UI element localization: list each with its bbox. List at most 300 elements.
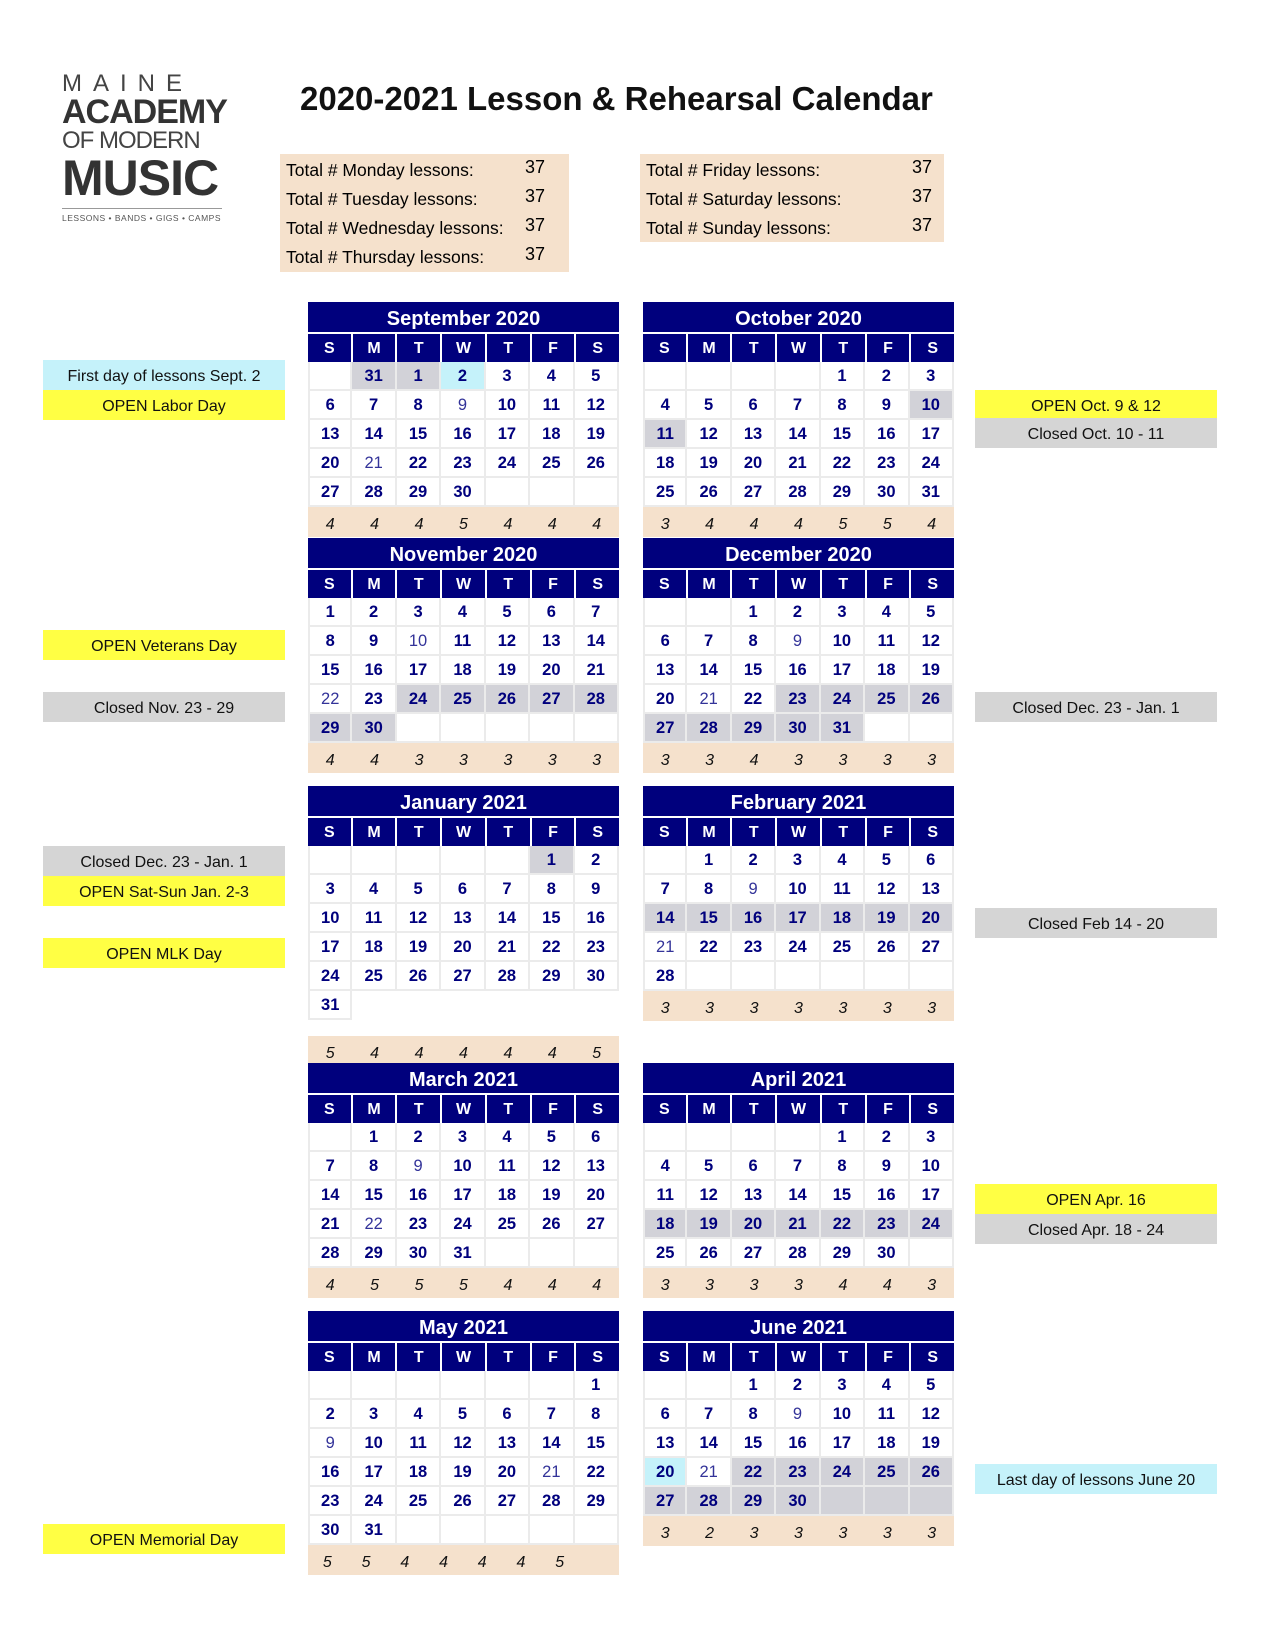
lesson-count: 3: [749, 1525, 759, 1542]
weekday-header-row: [643, 816, 954, 846]
lesson-count: 4: [439, 1554, 448, 1571]
weekday-header: M: [686, 334, 731, 362]
day-cell: 2: [776, 1371, 820, 1400]
day-cell: 23: [441, 449, 485, 478]
day-cell: 9: [732, 875, 776, 904]
day-cell: 17: [821, 656, 865, 685]
note-jan-closed: Closed Dec. 23 - Jan. 1: [43, 846, 285, 876]
day-cell: 7: [308, 1152, 352, 1181]
day-cell: 12: [397, 904, 441, 933]
day-cell: 6: [643, 1400, 687, 1429]
day-cell: 15: [397, 420, 441, 449]
day-cell: 1: [732, 598, 776, 627]
day-cell: 20: [732, 1210, 776, 1239]
day-cell: [643, 1371, 687, 1400]
day-cell: 16: [441, 420, 485, 449]
weekday-header: M: [351, 1343, 396, 1371]
lesson-count: 3: [660, 752, 670, 769]
lesson-count: 4: [414, 1045, 424, 1062]
day-cell: 24: [910, 449, 954, 478]
weekday-header-row: [643, 1341, 954, 1371]
day-cell: 9: [776, 627, 820, 656]
lesson-count: 3: [660, 516, 670, 533]
month-title: June 2021: [643, 1311, 954, 1341]
day-cell: 18: [441, 656, 485, 685]
month-march-2021: [308, 1063, 619, 1298]
lesson-count: 5: [414, 1277, 424, 1294]
day-cell: 24: [441, 1210, 485, 1239]
day-cell: 25: [397, 1487, 441, 1516]
lesson-count: 4: [325, 752, 335, 769]
weekday-header: S: [574, 570, 619, 598]
day-cell: 27: [575, 1210, 619, 1239]
day-cell: 3: [776, 846, 820, 875]
month-title: April 2021: [643, 1063, 954, 1093]
day-cell: 3: [308, 875, 352, 904]
weekday-header: F: [530, 818, 575, 846]
totals-label: Total # Friday lessons:: [646, 160, 821, 180]
day-cell: [486, 714, 530, 743]
month-title: December 2020: [643, 538, 954, 568]
day-cell: 22: [575, 1458, 619, 1487]
day-cell: 20: [530, 656, 574, 685]
lesson-count: 5: [370, 1277, 380, 1294]
lesson-count: 3: [838, 752, 848, 769]
note-labor-day: OPEN Labor Day: [43, 390, 285, 420]
totals-row: [280, 212, 569, 241]
lesson-count: 3: [838, 1000, 848, 1017]
weekday-header: T: [820, 570, 865, 598]
month-title: October 2020: [643, 302, 954, 332]
day-cell: [486, 1371, 530, 1400]
weekday-header: F: [865, 570, 910, 598]
day-cell: 18: [865, 1429, 909, 1458]
day-cell: [308, 1123, 352, 1152]
weekday-header: F: [865, 334, 910, 362]
day-cell: 12: [575, 391, 619, 420]
lesson-count: 3: [705, 1277, 715, 1294]
day-cell: 14: [530, 1429, 574, 1458]
day-cell: 3: [441, 1123, 485, 1152]
day-cell: 21: [643, 933, 687, 962]
day-cell: 7: [776, 391, 820, 420]
day-cell: [441, 1371, 485, 1400]
lesson-count: 3: [882, 1525, 892, 1542]
day-cell: 25: [441, 685, 485, 714]
weekday-header: F: [530, 570, 575, 598]
day-cell: 11: [643, 1181, 687, 1210]
weekday-header: S: [324, 824, 335, 841]
day-cell: 5: [486, 598, 530, 627]
month-title: September 2020: [308, 302, 619, 332]
day-cell: 30: [865, 1239, 909, 1268]
day-cell: 30: [776, 714, 820, 743]
day-cell: 25: [865, 685, 909, 714]
weekday-header-row: [643, 1093, 954, 1123]
day-cell: [441, 714, 485, 743]
day-cell: 2: [865, 362, 909, 391]
day-cell: 19: [910, 656, 954, 685]
day-cell: 22: [308, 685, 352, 714]
day-cell: 5: [530, 1123, 574, 1152]
lesson-count: 4: [459, 1045, 468, 1062]
day-cell: 11: [865, 627, 909, 656]
day-cell: [865, 714, 909, 743]
day-grid: [643, 1123, 954, 1268]
day-cell: 24: [308, 962, 352, 991]
note-veterans-day: OPEN Veterans Day: [43, 630, 285, 660]
day-grid: [308, 1371, 619, 1545]
lesson-count: 5: [325, 1045, 335, 1062]
day-cell: 29: [575, 1487, 619, 1516]
lesson-count: 4: [503, 1045, 513, 1062]
lesson-count: 2: [705, 1525, 715, 1542]
month-title: November 2020: [308, 538, 619, 568]
day-cell: 4: [865, 598, 909, 627]
day-cell: 21: [486, 933, 530, 962]
weekday-lesson-counts: [308, 507, 619, 537]
note-apr-open: OPEN Apr. 16: [975, 1184, 1217, 1214]
day-grid: [643, 598, 954, 743]
day-cell: 21: [308, 1210, 352, 1239]
day-cell: [397, 714, 441, 743]
day-cell: 5: [397, 875, 441, 904]
day-cell: [575, 1239, 619, 1268]
day-cell: 6: [308, 391, 352, 420]
day-cell: 23: [865, 1210, 909, 1239]
day-cell: 3: [486, 362, 530, 391]
weekday-header-row: [308, 816, 619, 846]
day-cell: [687, 598, 731, 627]
day-cell: 2: [397, 1123, 441, 1152]
day-grid: [643, 846, 954, 991]
day-cell: 21: [687, 685, 731, 714]
day-cell: 16: [776, 1429, 820, 1458]
day-cell: 13: [732, 420, 776, 449]
day-cell: 5: [910, 1371, 954, 1400]
month-title: March 2021: [308, 1063, 619, 1093]
day-cell: 2: [575, 846, 619, 875]
lesson-count: 4: [705, 516, 715, 533]
lesson-count: 4: [516, 1554, 526, 1571]
lesson-count: 3: [794, 1525, 803, 1542]
day-cell: 5: [575, 362, 619, 391]
day-cell: 8: [821, 1152, 865, 1181]
day-grid: [643, 362, 954, 507]
totals-value: 37: [525, 215, 546, 235]
lesson-count: 5: [838, 516, 848, 533]
day-cell: 26: [910, 685, 954, 714]
day-cell: [397, 846, 441, 875]
day-cell: [530, 1516, 574, 1545]
day-cell: 4: [530, 362, 574, 391]
day-cell: 29: [308, 714, 352, 743]
day-cell: 6: [530, 598, 574, 627]
day-cell: 27: [643, 714, 687, 743]
day-cell: 19: [441, 1458, 485, 1487]
lesson-count: 4: [592, 516, 602, 533]
weekday-header: F: [530, 334, 575, 362]
day-cell: 18: [643, 1210, 687, 1239]
day-cell: 14: [486, 904, 530, 933]
day-cell: 25: [352, 962, 396, 991]
lesson-count: 5: [459, 1277, 468, 1294]
day-cell: 5: [687, 1152, 731, 1181]
note-dec-closed: Closed Dec. 23 - Jan. 1: [975, 692, 1217, 722]
day-cell: 22: [821, 449, 865, 478]
weekday-lesson-counts: [643, 991, 954, 1021]
lesson-count: 4: [414, 516, 424, 533]
day-cell: [687, 362, 731, 391]
day-cell: [732, 362, 776, 391]
weekday-header: T: [485, 1343, 530, 1371]
note-memorial-day: OPEN Memorial Day: [43, 1524, 285, 1554]
day-cell: 8: [821, 391, 865, 420]
totals-value: 37: [912, 215, 933, 235]
day-cell: 10: [397, 627, 441, 656]
month-november-2020: [308, 538, 619, 773]
day-cell: 17: [910, 1181, 954, 1210]
lesson-count: 4: [547, 1045, 557, 1062]
lesson-count: 3: [927, 1000, 937, 1017]
day-cell: [308, 362, 352, 391]
weekday-header: W: [775, 570, 820, 598]
lesson-count: 5: [555, 1554, 565, 1571]
day-cell: 2: [308, 1400, 352, 1429]
day-cell: 12: [910, 627, 954, 656]
lesson-count: 4: [503, 1277, 513, 1294]
day-cell: 23: [397, 1210, 441, 1239]
lesson-count: 3: [592, 752, 602, 769]
logo-line-academy: ACADEMY: [62, 93, 227, 131]
day-cell: 7: [776, 1152, 820, 1181]
weekday-header: S: [324, 1101, 335, 1118]
lesson-count: 3: [794, 1277, 803, 1294]
totals-label: Total # Monday lessons:: [286, 160, 474, 180]
day-cell: 12: [486, 627, 530, 656]
day-cell: 4: [486, 1123, 530, 1152]
month-february-2021: [643, 786, 954, 1021]
day-cell: 9: [575, 875, 619, 904]
weekday-header: S: [659, 1101, 670, 1118]
day-cell: 26: [865, 933, 909, 962]
day-cell: 27: [643, 1487, 687, 1516]
weekday-header: M: [686, 1095, 731, 1123]
day-cell: 3: [910, 1123, 954, 1152]
day-cell: 8: [308, 627, 352, 656]
day-cell: 4: [865, 1371, 909, 1400]
day-cell: 22: [530, 933, 574, 962]
weekday-header: W: [775, 1343, 820, 1371]
day-cell: [910, 962, 954, 991]
day-cell: 18: [397, 1458, 441, 1487]
lesson-count: 3: [660, 1525, 670, 1542]
logo-line-music: MUSIC: [62, 150, 219, 206]
day-cell: 25: [643, 478, 687, 507]
day-cell: 15: [575, 1429, 619, 1458]
day-cell: [821, 1487, 865, 1516]
day-cell: 17: [352, 1458, 396, 1487]
day-cell: 7: [530, 1400, 574, 1429]
day-cell: 10: [308, 904, 352, 933]
day-cell: 18: [643, 449, 687, 478]
day-cell: [397, 1516, 441, 1545]
day-cell: 4: [441, 598, 485, 627]
day-cell: 23: [776, 1458, 820, 1487]
weekday-lesson-counts: [643, 1516, 954, 1546]
lesson-count: 4: [547, 516, 557, 533]
day-cell: 6: [575, 1123, 619, 1152]
weekday-lesson-counts: [643, 507, 954, 537]
day-cell: 11: [352, 904, 396, 933]
weekday-header: S: [574, 818, 619, 846]
day-cell: 20: [575, 1181, 619, 1210]
day-cell: 16: [397, 1181, 441, 1210]
totals-left-box: [280, 154, 569, 272]
day-cell: 24: [821, 1458, 865, 1487]
month-september-2020: [308, 302, 619, 537]
day-cell: 28: [687, 1487, 731, 1516]
day-cell: 1: [530, 846, 574, 875]
weekday-header: S: [659, 340, 670, 357]
lesson-count: 3: [794, 752, 803, 769]
day-cell: [397, 1371, 441, 1400]
day-cell: 11: [643, 420, 687, 449]
day-grid: [643, 1371, 954, 1516]
day-cell: [575, 714, 619, 743]
weekday-header: F: [865, 1095, 910, 1123]
day-cell: 10: [821, 627, 865, 656]
day-cell: 24: [776, 933, 820, 962]
day-cell: [776, 962, 820, 991]
lesson-count: 5: [459, 516, 468, 533]
weekday-header: S: [574, 334, 619, 362]
day-cell: 17: [308, 933, 352, 962]
weekday-header: S: [909, 334, 954, 362]
totals-row: [280, 183, 569, 212]
day-cell: 29: [732, 1487, 776, 1516]
day-cell: 27: [732, 478, 776, 507]
day-cell: 21: [687, 1458, 731, 1487]
day-cell: 25: [821, 933, 865, 962]
day-grid: [308, 1123, 619, 1268]
lesson-count: 3: [794, 1000, 803, 1017]
day-cell: 22: [352, 1210, 396, 1239]
note-oct-open: OPEN Oct. 9 & 12: [975, 390, 1217, 420]
weekday-header: T: [730, 1095, 775, 1123]
day-cell: 28: [308, 1239, 352, 1268]
day-cell: 20: [441, 933, 485, 962]
day-cell: 25: [530, 449, 574, 478]
day-cell: 13: [308, 420, 352, 449]
day-cell: 14: [776, 1181, 820, 1210]
day-cell: 4: [397, 1400, 441, 1429]
weekday-header: W: [775, 334, 820, 362]
weekday-header: T: [485, 570, 530, 598]
lesson-count: 4: [749, 516, 759, 533]
day-cell: 3: [910, 362, 954, 391]
day-cell: 7: [352, 391, 396, 420]
weekday-header: T: [730, 334, 775, 362]
lesson-count: 5: [322, 1554, 332, 1571]
day-cell: 30: [575, 962, 619, 991]
day-cell: 18: [352, 933, 396, 962]
day-cell: [910, 714, 954, 743]
day-cell: [530, 478, 574, 507]
month-october-2020: [643, 302, 954, 537]
weekday-header: T: [820, 1095, 865, 1123]
day-cell: [486, 1516, 530, 1545]
weekday-header-row: [643, 332, 954, 362]
day-cell: 13: [530, 627, 574, 656]
day-cell: 28: [575, 685, 619, 714]
totals-row: [280, 154, 569, 183]
day-cell: [776, 1123, 820, 1152]
day-cell: 13: [441, 904, 485, 933]
day-cell: [575, 1516, 619, 1545]
day-cell: 17: [397, 656, 441, 685]
day-cell: [910, 1239, 954, 1268]
day-cell: 9: [352, 627, 396, 656]
weekday-header: T: [395, 570, 440, 598]
lesson-count: 3: [547, 752, 557, 769]
weekday-lesson-counts: [643, 1268, 954, 1298]
weekday-header: F: [530, 1095, 575, 1123]
day-cell: 31: [352, 362, 396, 391]
day-cell: 11: [486, 1152, 530, 1181]
day-cell: 30: [865, 478, 909, 507]
weekday-header: S: [574, 1343, 619, 1371]
weekday-header: T: [395, 1343, 440, 1371]
day-cell: 21: [776, 1210, 820, 1239]
month-title: May 2021: [308, 1311, 619, 1341]
day-cell: 8: [352, 1152, 396, 1181]
weekday-header: W: [775, 1095, 820, 1123]
day-cell: 24: [821, 685, 865, 714]
weekday-header: T: [485, 334, 530, 362]
day-cell: 10: [776, 875, 820, 904]
totals-label: Total # Saturday lessons:: [646, 189, 842, 209]
day-cell: 31: [821, 714, 865, 743]
day-cell: 17: [821, 1429, 865, 1458]
note-feb-closed: Closed Feb 14 - 20: [975, 908, 1217, 938]
lesson-count: 3: [749, 1277, 759, 1294]
day-cell: 11: [865, 1400, 909, 1429]
day-cell: 21: [352, 449, 396, 478]
day-cell: 18: [865, 656, 909, 685]
day-cell: [643, 846, 687, 875]
day-cell: 4: [643, 1152, 687, 1181]
day-cell: [643, 362, 687, 391]
month-december-2020: [643, 538, 954, 773]
day-cell: 9: [308, 1429, 352, 1458]
totals-label: Total # Wednesday lessons:: [286, 218, 504, 238]
day-cell: [308, 1371, 352, 1400]
day-cell: [352, 846, 396, 875]
day-cell: 24: [352, 1487, 396, 1516]
day-cell: 20: [308, 449, 352, 478]
day-cell: 20: [732, 449, 776, 478]
weekday-header-row: [308, 1093, 619, 1123]
weekday-header: M: [686, 818, 731, 846]
day-cell: 24: [910, 1210, 954, 1239]
day-cell: 15: [687, 904, 731, 933]
weekday-header-row: [308, 1341, 619, 1371]
weekday-header: T: [820, 334, 865, 362]
lesson-count: 3: [705, 752, 715, 769]
weekday-header: W: [440, 334, 485, 362]
note-oct-closed: Closed Oct. 10 - 11: [975, 418, 1217, 448]
